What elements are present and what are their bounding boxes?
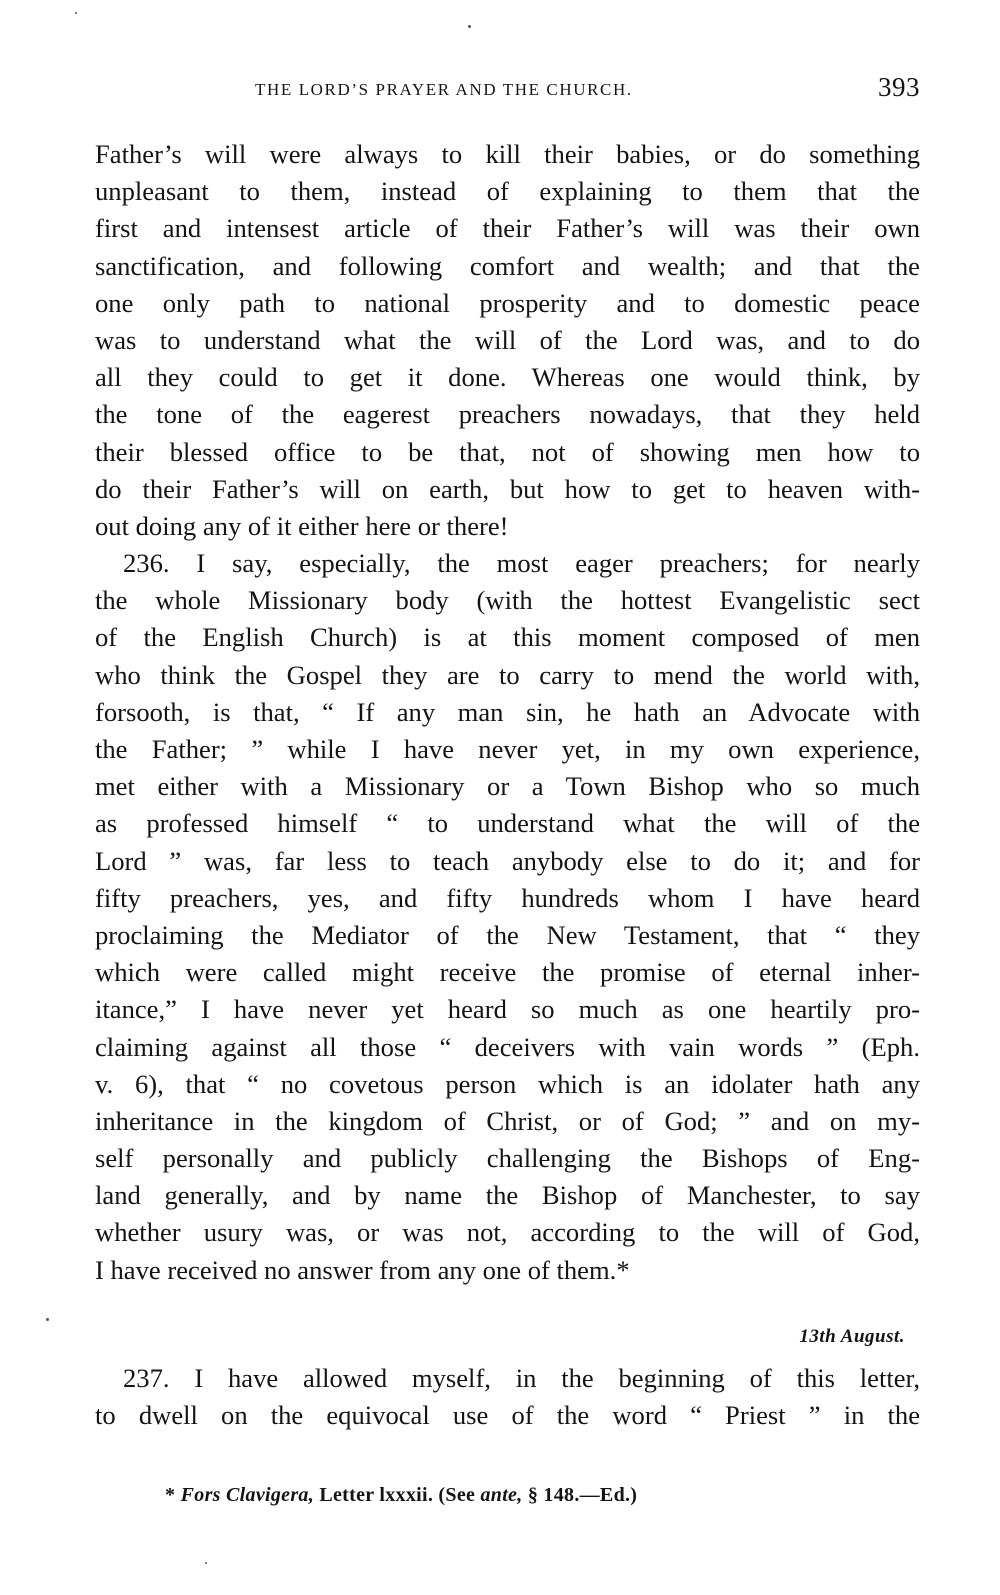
- dateline: 13th August.: [799, 1326, 905, 1347]
- paper-speck: [75, 12, 77, 14]
- text-line: their blessed office to be that, not of showing men how to: [95, 436, 920, 467]
- paper-speck: [46, 1318, 49, 1321]
- body-text: [95, 136, 920, 1289]
- text-line: claiming against all those “ deceivers with vain words ” (Eph.: [95, 1031, 920, 1062]
- text-line: as professed himself “ to understand what the will of the: [95, 808, 920, 839]
- paper-speck: [205, 1562, 207, 1564]
- text-line: Lord ” was, far less to teach anybody else to do it; and for: [95, 845, 920, 876]
- paragraph-236: [95, 545, 920, 1289]
- footnote: [165, 1484, 637, 1507]
- text-line: out doing any of it either here or there!: [95, 510, 509, 541]
- footnote-marker: *: [165, 1484, 176, 1506]
- paper-speck: [468, 25, 471, 28]
- text-line: forsooth, is that, “ If any man sin, he hath an Advocate with: [95, 696, 920, 727]
- text-line: whether usury was, or was not, according to the will of God,: [95, 1217, 920, 1248]
- text-line: who think the Gospel they are to carry to mend the world with,: [95, 659, 920, 690]
- text-line: to dwell on the equivocal use of the word “ Priest ” in the: [95, 1400, 920, 1431]
- text-line: the whole Missionary body (with the hottest Evangelistic sect: [95, 585, 920, 616]
- text-line: 237. I have allowed myself, in the beginning of this letter,: [123, 1363, 920, 1393]
- text-line: Father’s will were always to kill their babies, or do something: [95, 139, 920, 169]
- running-head: [95, 72, 920, 104]
- text-line: inheritance in the kingdom of Christ, or of God; ” and on my-: [95, 1105, 920, 1136]
- text-line: of the English Church) is at this moment composed of men: [95, 622, 920, 653]
- text-line: all they could to get it done. Whereas one would think, by: [95, 362, 920, 393]
- text-line: met either with a Missionary or a Town Bishop who so much: [95, 771, 920, 802]
- footnote-text-end: § 148.—Ed.): [522, 1484, 638, 1506]
- text-line: fifty preachers, yes, and fifty hundreds whom I have heard: [95, 882, 920, 913]
- text-line: one only path to national prosperity and to domestic peace: [95, 287, 920, 318]
- page-number: 393: [878, 72, 920, 102]
- text-line: I have received no answer from any one of them.*: [95, 1254, 630, 1285]
- running-title: THE LORD’S PRAYER AND THE CHURCH.: [255, 80, 633, 99]
- text-line: do their Father’s will on earth, but how to get to heaven with-: [95, 473, 920, 504]
- text-line: v. 6), that “ no covetous person which is an idolater hath any: [95, 1068, 920, 1099]
- paragraph-continuation: [95, 136, 920, 545]
- text-line: self personally and publicly challenging the Bishops of Eng-: [95, 1143, 920, 1174]
- text-line: sanctification, and following comfort and wealth; and that the: [95, 250, 920, 281]
- text-line: which were called might receive the promise of eternal inher-: [95, 957, 920, 988]
- footnote-text: Letter lxxxii. (See: [314, 1484, 481, 1506]
- footnote-ante: ante,: [480, 1484, 523, 1506]
- paragraph-237: [95, 1360, 920, 1434]
- text-line: land generally, and by name the Bishop of Manchester, to say: [95, 1180, 920, 1211]
- text-line: 236. I say, especially, the most eager preachers; for nearly: [123, 548, 920, 579]
- text-line: the tone of the eagerest preachers nowadays, that they held: [95, 399, 920, 430]
- text-line: the Father; ” while I have never yet, in my own experience,: [95, 734, 920, 764]
- text-line: was to understand what the will of the Lord was, and to do: [95, 324, 920, 355]
- text-line: itance,” I have never yet heard so much as one heartily pro-: [95, 994, 920, 1025]
- text-line: proclaiming the Mediator of the New Testament, that “ they: [95, 919, 920, 950]
- text-line: unpleasant to them, instead of explaining to them that the: [95, 176, 920, 207]
- footnote-title: Fors Clavigera,: [180, 1484, 315, 1506]
- text-line: first and intensest article of their Father’s will was their own: [95, 213, 920, 244]
